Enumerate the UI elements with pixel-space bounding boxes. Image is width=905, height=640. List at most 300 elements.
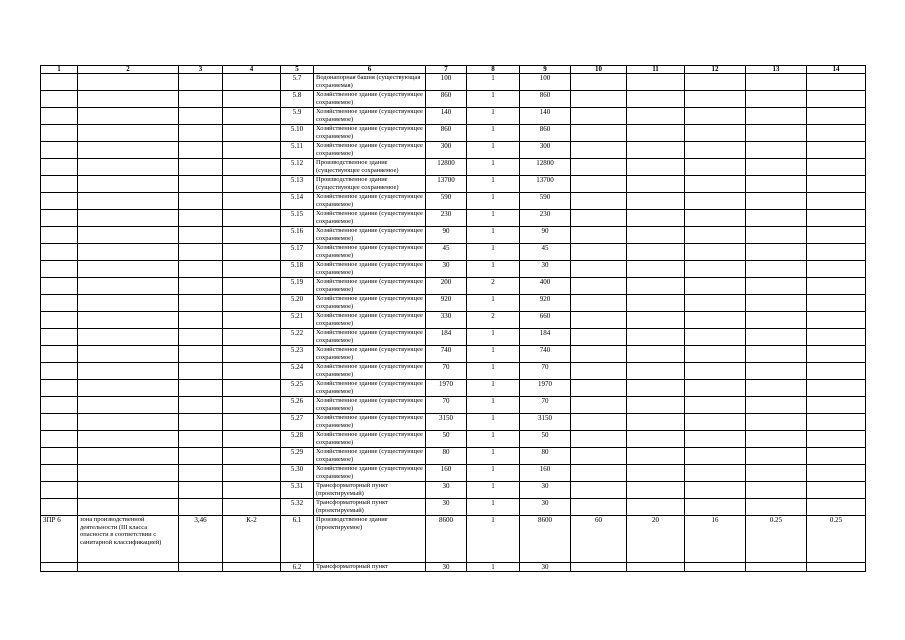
cell-col-4 [223, 244, 281, 261]
table-row [41, 414, 866, 431]
cell-col-4 [223, 295, 281, 312]
cell-col-14 [807, 159, 866, 176]
cell-col-8: 1 [467, 261, 520, 278]
cell-col-5: 5.31 [281, 482, 314, 499]
table-row [41, 210, 866, 227]
column-header-4: 4 [223, 66, 281, 74]
cell-col-1 [41, 363, 78, 380]
cell-col-9: 100 [520, 74, 571, 91]
cell-col-6: Трансформаторный пункт (проектируемый) [314, 482, 426, 499]
cell-col-10 [571, 261, 627, 278]
cell-col-10 [571, 448, 627, 465]
table-row [41, 312, 866, 329]
cell-col-11: 20 [627, 516, 685, 563]
cell-col-7: 90 [426, 227, 467, 244]
cell-col-14 [807, 397, 866, 414]
cell-col-3 [179, 431, 223, 448]
cell-col-9: 30 [520, 499, 571, 516]
cell-col-4 [223, 74, 281, 91]
table-row [41, 74, 866, 91]
cell-col-12 [685, 563, 746, 572]
cell-col-13 [746, 159, 807, 176]
cell-col-8: 1 [467, 363, 520, 380]
cell-col-3 [179, 193, 223, 210]
cell-col-3 [179, 380, 223, 397]
cell-col-4 [223, 346, 281, 363]
cell-col-4 [223, 261, 281, 278]
cell-col-2 [78, 74, 179, 91]
cell-col-10 [571, 278, 627, 295]
cell-col-10 [571, 431, 627, 448]
cell-col-14 [807, 74, 866, 91]
cell-col-8: 1 [467, 159, 520, 176]
cell-col-1: ЗПР 6 [41, 516, 78, 563]
cell-col-4 [223, 278, 281, 295]
cell-col-10 [571, 108, 627, 125]
cell-col-1 [41, 142, 78, 159]
cell-col-6: Хозяйственное здание (существующее сохраняемое) [314, 448, 426, 465]
cell-col-12 [685, 142, 746, 159]
column-header-1: 1 [41, 66, 78, 74]
cell-col-13 [746, 295, 807, 312]
cell-col-13 [746, 244, 807, 261]
cell-col-8: 1 [467, 295, 520, 312]
cell-col-8: 2 [467, 278, 520, 295]
cell-col-8: 1 [467, 210, 520, 227]
cell-col-7: 300 [426, 142, 467, 159]
cell-col-5: 5.22 [281, 329, 314, 346]
cell-col-3 [179, 108, 223, 125]
cell-col-4 [223, 108, 281, 125]
cell-col-1 [41, 91, 78, 108]
cell-col-4 [223, 193, 281, 210]
cell-col-3 [179, 414, 223, 431]
cell-col-5: 5.21 [281, 312, 314, 329]
cell-col-13 [746, 312, 807, 329]
cell-col-12 [685, 380, 746, 397]
cell-col-10 [571, 346, 627, 363]
cell-col-13: 0.25 [746, 516, 807, 563]
cell-col-6: Хозяйственное здание (существующее сохраняемое) [314, 261, 426, 278]
cell-col-9: 860 [520, 91, 571, 108]
cell-col-11 [627, 210, 685, 227]
cell-col-13 [746, 499, 807, 516]
cell-col-14 [807, 244, 866, 261]
cell-col-13 [746, 465, 807, 482]
cell-col-12 [685, 74, 746, 91]
cell-col-14 [807, 261, 866, 278]
table-row [41, 397, 866, 414]
table-row [41, 108, 866, 125]
cell-col-12 [685, 91, 746, 108]
table-row [41, 278, 866, 295]
column-header-9: 9 [520, 66, 571, 74]
cell-col-7: 30 [426, 482, 467, 499]
cell-col-7: 184 [426, 329, 467, 346]
cell-col-1 [41, 563, 78, 572]
cell-col-14 [807, 448, 866, 465]
cell-col-10 [571, 244, 627, 261]
cell-col-1 [41, 125, 78, 142]
cell-col-4 [223, 176, 281, 193]
cell-col-3 [179, 465, 223, 482]
cell-col-5: 5.19 [281, 278, 314, 295]
cell-col-12 [685, 193, 746, 210]
cell-col-14 [807, 363, 866, 380]
cell-col-4 [223, 414, 281, 431]
cell-col-8: 1 [467, 482, 520, 499]
cell-col-12 [685, 108, 746, 125]
cell-col-8: 1 [467, 380, 520, 397]
cell-col-14 [807, 210, 866, 227]
cell-col-7: 50 [426, 431, 467, 448]
column-header-7: 7 [426, 66, 467, 74]
cell-col-14 [807, 431, 866, 448]
cell-col-11 [627, 295, 685, 312]
cell-col-3: 3,46 [179, 516, 223, 563]
cell-col-7: 860 [426, 125, 467, 142]
table-row [41, 346, 866, 363]
cell-col-14 [807, 499, 866, 516]
cell-col-3 [179, 176, 223, 193]
cell-col-11 [627, 108, 685, 125]
cell-col-2 [78, 563, 179, 572]
cell-col-7: 8600 [426, 516, 467, 563]
cell-col-8: 1 [467, 397, 520, 414]
cell-col-7: 200 [426, 278, 467, 295]
column-header-10: 10 [571, 66, 627, 74]
cell-col-12 [685, 499, 746, 516]
cell-col-3 [179, 397, 223, 414]
cell-col-9: 140 [520, 108, 571, 125]
cell-col-9: 740 [520, 346, 571, 363]
cell-col-5: 5.13 [281, 176, 314, 193]
cell-col-8: 2 [467, 312, 520, 329]
cell-col-11 [627, 244, 685, 261]
table-row [41, 176, 866, 193]
cell-col-1 [41, 278, 78, 295]
cell-col-1 [41, 261, 78, 278]
cell-col-12 [685, 329, 746, 346]
table-row [41, 329, 866, 346]
cell-col-10 [571, 397, 627, 414]
cell-col-3 [179, 448, 223, 465]
cell-col-10: 60 [571, 516, 627, 563]
cell-col-14 [807, 380, 866, 397]
cell-col-8: 1 [467, 516, 520, 563]
cell-col-8: 1 [467, 448, 520, 465]
cell-col-5: 6.2 [281, 563, 314, 572]
cell-col-1 [41, 159, 78, 176]
cell-col-6: Хозяйственное здание (существующее сохраняемое) [314, 312, 426, 329]
cell-col-1 [41, 108, 78, 125]
cell-col-10 [571, 465, 627, 482]
cell-col-12 [685, 312, 746, 329]
table-row [41, 244, 866, 261]
cell-col-6: Хозяйственное здание (существующее сохраняемое) [314, 193, 426, 210]
cell-col-4 [223, 363, 281, 380]
cell-col-8: 1 [467, 176, 520, 193]
cell-col-14 [807, 465, 866, 482]
cell-col-1 [41, 227, 78, 244]
cell-col-10 [571, 329, 627, 346]
cell-col-13 [746, 346, 807, 363]
cell-col-9: 184 [520, 329, 571, 346]
cell-col-12 [685, 261, 746, 278]
cell-col-14 [807, 176, 866, 193]
cell-col-1 [41, 210, 78, 227]
cell-col-14 [807, 482, 866, 499]
cell-col-11 [627, 125, 685, 142]
cell-col-3 [179, 278, 223, 295]
cell-col-6: Трансформаторный пункт (проектируемый) [314, 499, 426, 516]
cell-col-14 [807, 312, 866, 329]
cell-col-13 [746, 380, 807, 397]
cell-col-6: Водонапорная башня (существующая сохраняемая) [314, 74, 426, 91]
cell-col-5: 5.26 [281, 397, 314, 414]
cell-col-7: 590 [426, 193, 467, 210]
cell-col-11 [627, 261, 685, 278]
cell-col-5: 5.11 [281, 142, 314, 159]
cell-col-7: 140 [426, 108, 467, 125]
cell-col-2 [78, 176, 179, 193]
cell-col-9: 90 [520, 227, 571, 244]
cell-col-1 [41, 465, 78, 482]
cell-col-1 [41, 295, 78, 312]
cell-col-13 [746, 176, 807, 193]
cell-col-5: 5.23 [281, 346, 314, 363]
table-row [41, 380, 866, 397]
cell-col-12 [685, 210, 746, 227]
cell-col-3 [179, 74, 223, 91]
cell-col-10 [571, 125, 627, 142]
cell-col-11 [627, 563, 685, 572]
cell-col-3 [179, 482, 223, 499]
cell-col-7: 70 [426, 363, 467, 380]
cell-col-7: 12800 [426, 159, 467, 176]
cell-col-3 [179, 329, 223, 346]
cell-col-10 [571, 176, 627, 193]
cell-col-13 [746, 414, 807, 431]
cell-col-1 [41, 74, 78, 91]
cell-col-11 [627, 363, 685, 380]
cell-col-8: 1 [467, 193, 520, 210]
cell-col-7: 920 [426, 295, 467, 312]
cell-col-5: 5.12 [281, 159, 314, 176]
cell-col-6: Производственное здание (проектируемое) [314, 516, 426, 563]
cell-col-5: 5.29 [281, 448, 314, 465]
cell-col-4 [223, 482, 281, 499]
cell-col-6: Хозяйственное здание (существующее сохраняемое) [314, 142, 426, 159]
cell-col-9: 1970 [520, 380, 571, 397]
cell-col-6: Хозяйственное здание (существующее сохраняемое) [314, 244, 426, 261]
cell-col-3 [179, 563, 223, 572]
cell-col-8: 1 [467, 74, 520, 91]
cell-col-2 [78, 414, 179, 431]
cell-col-5: 5.24 [281, 363, 314, 380]
cell-col-9: 8600 [520, 516, 571, 563]
cell-col-7: 100 [426, 74, 467, 91]
cell-col-8: 1 [467, 563, 520, 572]
cell-col-2 [78, 210, 179, 227]
cell-col-3 [179, 244, 223, 261]
cell-col-13 [746, 91, 807, 108]
cell-col-2 [78, 295, 179, 312]
cell-col-12 [685, 278, 746, 295]
cell-col-7: 30 [426, 261, 467, 278]
cell-col-2 [78, 91, 179, 108]
cell-col-2: зона производственной деятельности (III класса опасности в соответствии с санитарной классификацией) [78, 516, 179, 563]
cell-col-8: 1 [467, 465, 520, 482]
cell-col-8: 1 [467, 244, 520, 261]
cell-col-13 [746, 397, 807, 414]
cell-col-4 [223, 142, 281, 159]
cell-col-10 [571, 414, 627, 431]
cell-col-11 [627, 448, 685, 465]
cell-col-7: 230 [426, 210, 467, 227]
cell-col-14 [807, 295, 866, 312]
cell-col-10 [571, 482, 627, 499]
cell-col-11 [627, 91, 685, 108]
cell-col-12 [685, 465, 746, 482]
cell-col-10 [571, 210, 627, 227]
cell-col-2 [78, 159, 179, 176]
cell-col-5: 5.25 [281, 380, 314, 397]
cell-col-13 [746, 482, 807, 499]
cell-col-8: 1 [467, 329, 520, 346]
cell-col-9: 920 [520, 295, 571, 312]
cell-col-9: 230 [520, 210, 571, 227]
cell-col-2 [78, 482, 179, 499]
cell-col-2 [78, 278, 179, 295]
cell-col-2 [78, 465, 179, 482]
cell-col-9: 30 [520, 482, 571, 499]
cell-col-2 [78, 125, 179, 142]
cell-col-3 [179, 159, 223, 176]
cell-col-14 [807, 91, 866, 108]
cell-col-1 [41, 482, 78, 499]
cell-col-14 [807, 193, 866, 210]
cell-col-4 [223, 499, 281, 516]
cell-col-3 [179, 295, 223, 312]
cell-col-2 [78, 397, 179, 414]
cell-col-3 [179, 499, 223, 516]
cell-col-2 [78, 142, 179, 159]
cell-col-6: Трансформаторный пункт [314, 563, 426, 572]
cell-col-13 [746, 261, 807, 278]
cell-col-6: Хозяйственное здание (существующее сохраняемое) [314, 108, 426, 125]
cell-col-9: 400 [520, 278, 571, 295]
table-row [41, 261, 866, 278]
column-header-2: 2 [78, 66, 179, 74]
cell-col-7: 860 [426, 91, 467, 108]
cell-col-8: 1 [467, 108, 520, 125]
cell-col-2 [78, 448, 179, 465]
column-header-3: 3 [179, 66, 223, 74]
cell-col-7: 80 [426, 448, 467, 465]
cell-col-13 [746, 448, 807, 465]
cell-col-7: 330 [426, 312, 467, 329]
cell-col-14: 0.25 [807, 516, 866, 563]
cell-col-4 [223, 125, 281, 142]
cell-col-5: 5.14 [281, 193, 314, 210]
cell-col-2 [78, 499, 179, 516]
cell-col-6: Хозяйственное здание (существующее сохраняемое) [314, 397, 426, 414]
cell-col-1 [41, 329, 78, 346]
cell-col-12 [685, 448, 746, 465]
cell-col-6: Хозяйственное здание (существующее сохраняемое) [314, 431, 426, 448]
data-table [40, 65, 866, 572]
cell-col-12 [685, 397, 746, 414]
cell-col-6: Хозяйственное здание (существующее сохраняемое) [314, 91, 426, 108]
cell-col-7: 13700 [426, 176, 467, 193]
table-row [41, 363, 866, 380]
cell-col-6: Хозяйственное здание (существующее сохраняемое) [314, 227, 426, 244]
cell-col-12 [685, 159, 746, 176]
cell-col-10 [571, 295, 627, 312]
cell-col-8: 1 [467, 431, 520, 448]
table-row [41, 142, 866, 159]
cell-col-8: 1 [467, 414, 520, 431]
cell-col-9: 13700 [520, 176, 571, 193]
table-row [41, 227, 866, 244]
cell-col-14 [807, 563, 866, 572]
cell-col-4 [223, 312, 281, 329]
cell-col-4 [223, 431, 281, 448]
cell-col-5: 5.32 [281, 499, 314, 516]
cell-col-6: Хозяйственное здание (существующее сохраняемое) [314, 278, 426, 295]
cell-col-12 [685, 346, 746, 363]
cell-col-4 [223, 397, 281, 414]
cell-col-7: 30 [426, 563, 467, 572]
cell-col-5: 5.10 [281, 125, 314, 142]
cell-col-12 [685, 176, 746, 193]
cell-col-10 [571, 91, 627, 108]
cell-col-8: 1 [467, 142, 520, 159]
cell-col-13 [746, 193, 807, 210]
cell-col-12 [685, 295, 746, 312]
cell-col-7: 30 [426, 499, 467, 516]
cell-col-2 [78, 108, 179, 125]
cell-col-5: 5.15 [281, 210, 314, 227]
cell-col-6: Хозяйственное здание (существующее сохраняемое) [314, 210, 426, 227]
cell-col-11 [627, 278, 685, 295]
cell-col-13 [746, 431, 807, 448]
cell-col-5: 5.20 [281, 295, 314, 312]
cell-col-11 [627, 380, 685, 397]
cell-col-4 [223, 380, 281, 397]
cell-col-9: 70 [520, 363, 571, 380]
cell-col-9: 45 [520, 244, 571, 261]
cell-col-5: 5.28 [281, 431, 314, 448]
cell-col-5: 5.17 [281, 244, 314, 261]
cell-col-9: 3150 [520, 414, 571, 431]
cell-col-6: Хозяйственное здание (существующее сохраняемое) [314, 295, 426, 312]
cell-col-4 [223, 329, 281, 346]
cell-col-1 [41, 193, 78, 210]
cell-col-10 [571, 227, 627, 244]
cell-col-4 [223, 159, 281, 176]
table-row [41, 91, 866, 108]
cell-col-13 [746, 142, 807, 159]
cell-col-12 [685, 414, 746, 431]
cell-col-13 [746, 74, 807, 91]
cell-col-10 [571, 312, 627, 329]
cell-col-11 [627, 465, 685, 482]
table-row [41, 295, 866, 312]
cell-col-5: 5.7 [281, 74, 314, 91]
cell-col-3 [179, 210, 223, 227]
